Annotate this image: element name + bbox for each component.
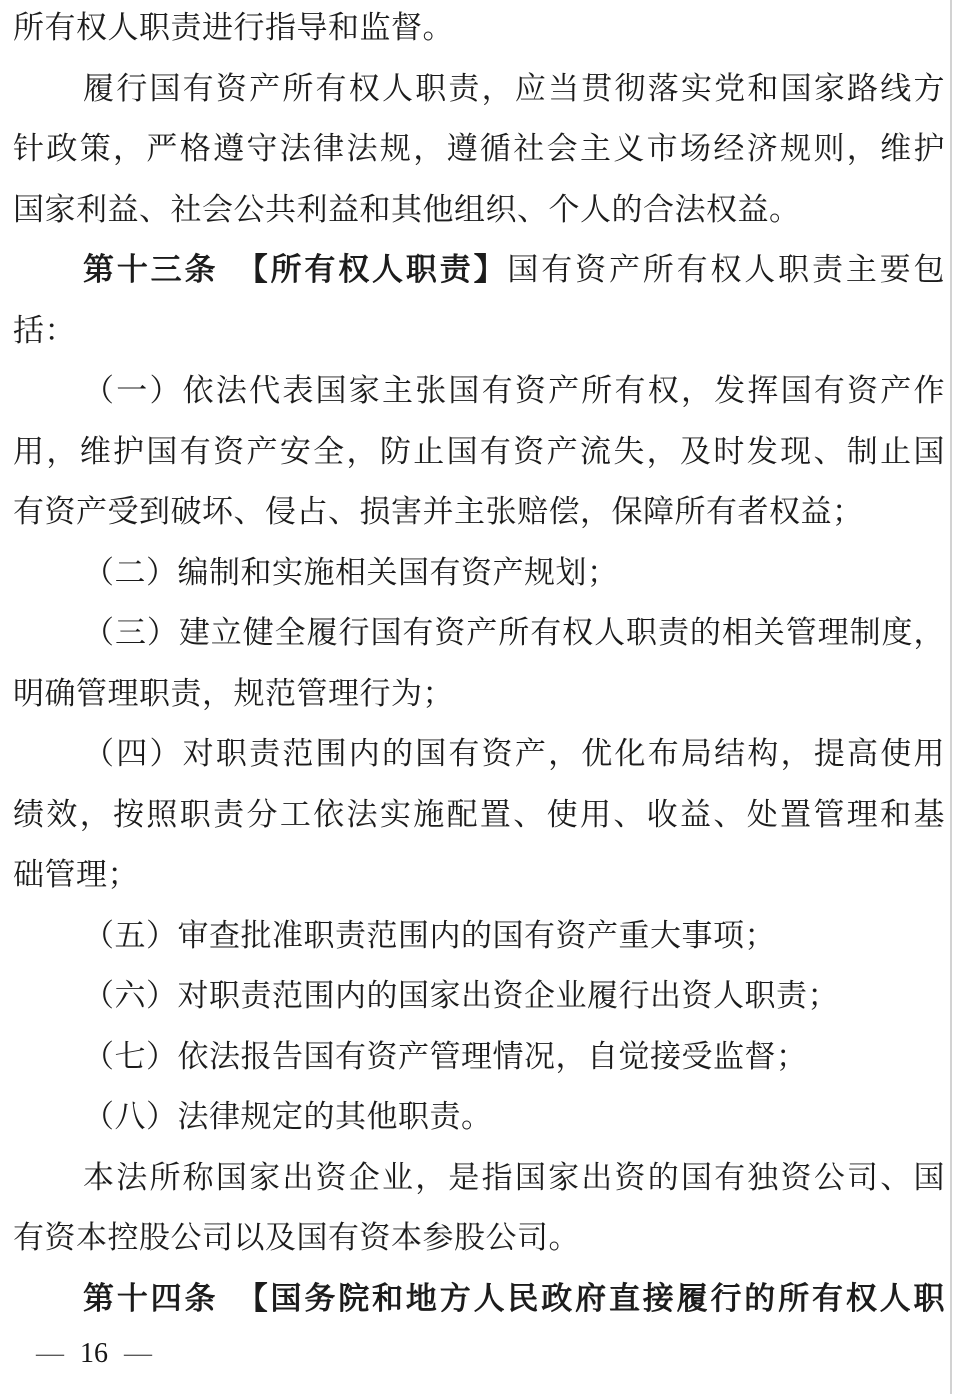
- text-line: [13, 906, 945, 967]
- paragraph: [13, 1027, 945, 1088]
- text-line: [13, 422, 945, 483]
- body-text: 国家利益、社会公共利益和其他组织、个人的合法权益。: [13, 191, 801, 227]
- body-text: 绩效，按照职责分工依法实施配置、使用、收益、处置管理和基: [13, 796, 945, 832]
- text-line: [13, 301, 945, 362]
- paragraph: [13, 724, 945, 906]
- text-line: [13, 1208, 945, 1269]
- article-heading-text: 第十三条 【所有权人职责】: [83, 252, 508, 287]
- page-footer: [36, 1336, 152, 1372]
- body-text: 用，维护国有资产安全，防止国有资产流失，及时发现、制止国: [13, 433, 945, 469]
- text-line: [13, 785, 945, 846]
- text-line: [13, 724, 945, 785]
- text-line: [13, 543, 945, 604]
- text-line: [13, 1087, 945, 1148]
- body-text: 明确管理职责，规范管理行为；: [13, 675, 454, 711]
- text-line: [13, 361, 945, 422]
- text-line: [13, 603, 945, 664]
- body-text: 础管理；: [13, 857, 139, 892]
- body-text: （六）对职责范围内的国家出资企业履行出资人职责；: [83, 978, 839, 1013]
- text-line: [13, 1269, 945, 1330]
- paragraph: [13, 603, 945, 724]
- document-body: [13, 0, 945, 1329]
- paragraph: [13, 0, 945, 59]
- body-text: （五）审查批准职责范围内的国有资产重大事项；: [83, 917, 776, 953]
- body-text: 有资产受到破坏、侵占、损害并主张赔偿，保障所有者权益；: [13, 494, 864, 529]
- text-line: [13, 845, 945, 906]
- text-line: [13, 1027, 945, 1088]
- body-text: （七）依法报告国有资产管理情况，自觉接受监督；: [83, 1038, 808, 1074]
- text-line: [13, 59, 945, 120]
- body-text: 有资本控股公司以及国有资本参股公司。: [13, 1220, 580, 1255]
- body-text: 括：: [13, 312, 76, 348]
- text-line: [13, 1148, 945, 1209]
- body-text: 所有权人职责进行指导和监督。: [13, 10, 454, 45]
- text-line: [13, 664, 945, 725]
- body-text: （四）对职责范围内的国有资产，优化布局结构，提高使用: [83, 736, 945, 771]
- footer-left-dash: —: [36, 1338, 64, 1369]
- paragraph: [13, 1269, 945, 1330]
- text-line: [13, 119, 945, 180]
- article-heading-text: 第十四条 【国务院和地方人民政府直接履行的所有权人职: [83, 1280, 945, 1316]
- paragraph: [13, 59, 945, 241]
- paragraph: [13, 906, 945, 967]
- paragraph: [13, 361, 945, 543]
- paragraph: [13, 1148, 945, 1269]
- body-text: 国有资产所有权人职责主要包: [507, 252, 946, 287]
- text-line: [13, 180, 945, 241]
- text-line: [13, 966, 945, 1027]
- body-text: 履行国有资产所有权人职责，应当贯彻落实党和国家路线方: [83, 70, 945, 106]
- body-text: 本法所称国家出资企业，是指国家出资的国有独资公司、国: [83, 1159, 945, 1195]
- paragraph: [13, 240, 945, 361]
- text-line: [13, 0, 945, 59]
- body-text: （三）建立健全履行国有资产所有权人职责的相关管理制度，: [83, 615, 945, 650]
- body-text: （二）编制和实施相关国有资产规划；: [83, 554, 619, 590]
- paragraph: [13, 1087, 945, 1148]
- scan-edge-line: [950, 0, 952, 1394]
- body-text: （八）法律规定的其他职责。: [83, 1099, 493, 1134]
- text-line: [13, 482, 945, 543]
- body-text: 针政策，严格遵守法律法规，遵循社会主义市场经济规则，维护: [13, 131, 945, 166]
- text-line: [13, 240, 945, 301]
- footer-right-dash: —: [124, 1338, 152, 1369]
- page-number: 16: [80, 1338, 108, 1369]
- paragraph: [13, 966, 945, 1027]
- paragraph: [13, 543, 945, 604]
- body-text: （一）依法代表国家主张国有资产所有权，发挥国有资产作: [83, 373, 945, 408]
